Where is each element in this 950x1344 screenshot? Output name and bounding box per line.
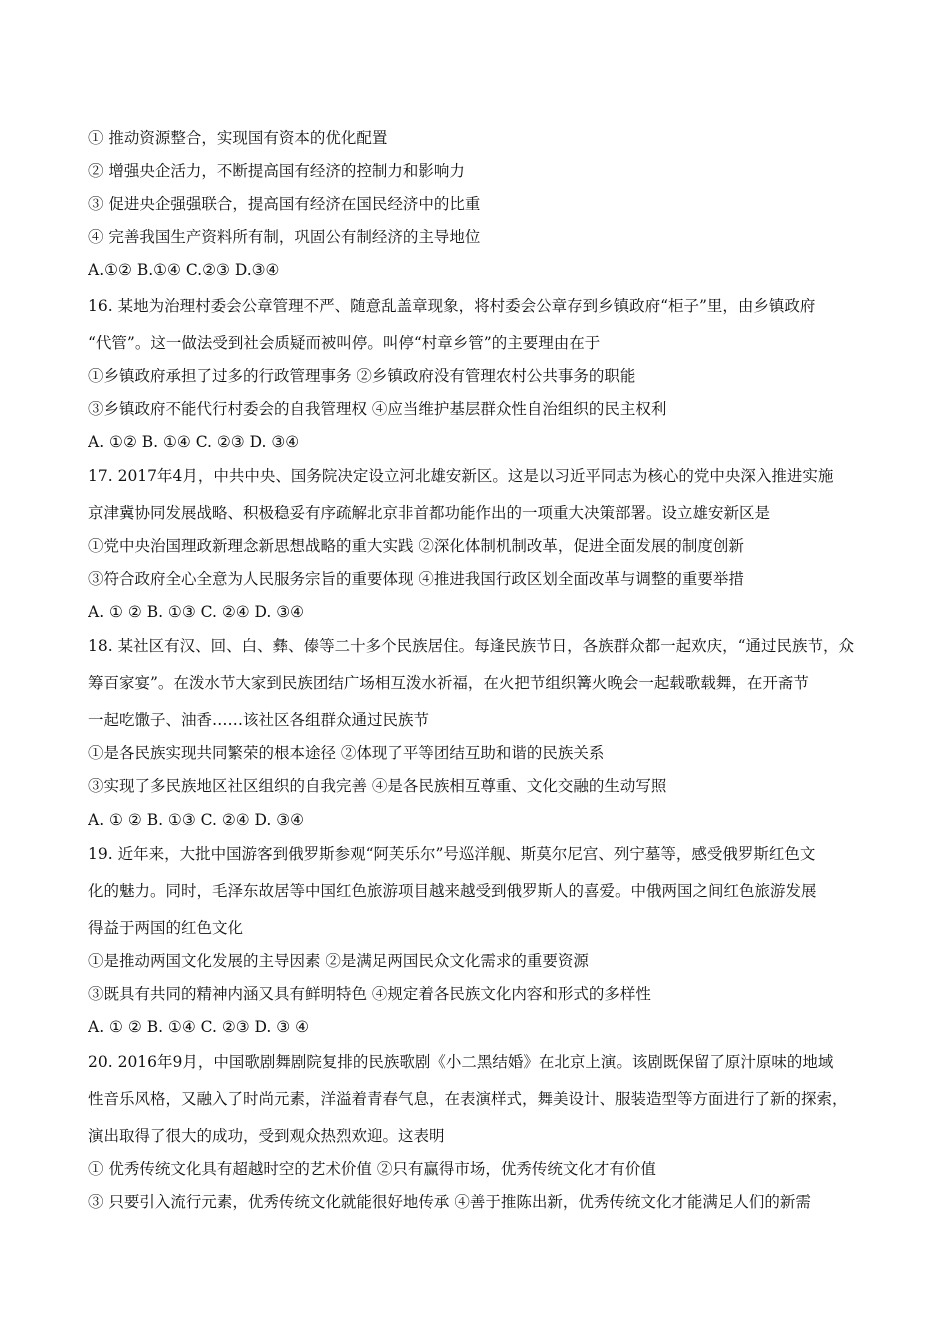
option-line: ③ 只要引入流行元素，优秀传统文化就能很好地传承 ④善于推陈出新，优秀传统文化才能满足人们的新需 bbox=[88, 1193, 811, 1211]
option-line: ③实现了多民族地区社区组织的自我完善 ④是各民族相互尊重、文化交融的生动写照 bbox=[88, 777, 667, 795]
question-text: 一起吃馓子、油香……该社区各组群众通过民族节 bbox=[88, 711, 430, 729]
option-line: ① 优秀传统文化具有超越时空的艺术价值 ②只有赢得市场，优秀传统文化才有价值 bbox=[88, 1160, 656, 1178]
option-line: ① 推动资源整合，实现国有资本的优化配置 bbox=[88, 129, 388, 147]
question-text: 筹百家宴”。在泼水节大家到民族团结广场相互泼水祈福，在火把节组织篝火晚会一起载歌载舞，在开斋节 bbox=[88, 674, 809, 692]
answer-choices: A. ① ② B. ①③ C. ②④ D. ③④ bbox=[88, 811, 305, 829]
question-text: 演出取得了很大的成功，受到观众热烈欢迎。这表明 bbox=[88, 1127, 445, 1145]
question-text: 17. 2017年4月，中共中央、国务院决定设立河北雄安新区。这是以习近平同志为核心的党中央深入推进实施 bbox=[88, 467, 834, 485]
answer-choices: A. ① ② B. ①③ C. ②④ D. ③④ bbox=[88, 603, 305, 621]
option-line: ③既具有共同的精神内涵又具有鲜明特色 ④规定着各民族文化内容和形式的多样性 bbox=[88, 985, 651, 1003]
option-line: ③符合政府全心全意为人民服务宗旨的重要体现 ④推进我国行政区划全面改革与调整的重要举措 bbox=[88, 570, 744, 588]
option-line: ③ 促进央企强强联合，提高国有经济在国民经济中的比重 bbox=[88, 195, 481, 213]
question-text: 19. 近年来，大批中国游客到俄罗斯参观“阿芙乐尔”号巡洋舰、斯莫尔尼宫、列宁墓等，感受俄罗斯红色文 bbox=[88, 845, 816, 863]
answer-choices: A.①② B.①④ C.②③ D.③④ bbox=[88, 261, 280, 279]
option-line: ④ 完善我国生产资料所有制，巩固公有制经济的主导地位 bbox=[88, 228, 481, 246]
option-line: ①是推动两国文化发展的主导因素 ②是满足两国民众文化需求的重要资源 bbox=[88, 952, 589, 970]
question-text: 16. 某地为治理村委会公章管理不严、随意乱盖章现象，将村委会公章存到乡镇政府“柜子”里，由乡镇政府 bbox=[88, 297, 816, 315]
option-line: ①党中央治国理政新理念新思想战略的重大实践 ②深化体制机制改革，促进全面发展的制度创新 bbox=[88, 537, 744, 555]
option-line: ①乡镇政府承担了过多的行政管理事务 ②乡镇政府没有管理农村公共事务的职能 bbox=[88, 367, 636, 385]
option-line: ② 增强央企活力，不断提高国有经济的控制力和影响力 bbox=[88, 162, 465, 180]
question-text: “代管”。这一做法受到社会质疑而被叫停。叫停“村章乡管”的主要理由在于 bbox=[88, 334, 601, 352]
question-text: 性音乐风格，又融入了时尚元素，洋溢着青春气息，在表演样式，舞美设计、服装造型等方面进行了新的探索， bbox=[88, 1090, 848, 1108]
answer-choices: A. ①② B. ①④ C. ②③ D. ③④ bbox=[88, 433, 300, 451]
answer-choices: A. ① ② B. ①④ C. ②③ D. ③ ④ bbox=[88, 1018, 309, 1036]
option-line: ③乡镇政府不能代行村委会的自我管理权 ④应当维护基层群众性自治组织的民主权利 bbox=[88, 400, 667, 418]
question-text: 20. 2016年9月，中国歌剧舞剧院复排的民族歌剧《小二黑结婚》在北京上演。该剧既保留了原汁原味的地域 bbox=[88, 1053, 834, 1071]
question-text: 得益于两国的红色文化 bbox=[88, 919, 244, 937]
question-text: 化的魅力。同时，毛泽东故居等中国红色旅游项目越来越受到俄罗斯人的喜爱。中俄两国之间红色旅游发展 bbox=[88, 882, 817, 900]
option-line: ①是各民族实现共同繁荣的根本途径 ②体现了平等团结互助和谐的民族关系 bbox=[88, 744, 605, 762]
question-text: 18. 某社区有汉、回、白、彝、傣等二十多个民族居住。每逢民族节日，各族群众都一起欢庆，“通过民族节，众 bbox=[88, 637, 855, 655]
question-text: 京津冀协同发展战略、积极稳妥有序疏解北京非首都功能作出的一项重大决策部署。设立雄安新区是 bbox=[88, 504, 771, 522]
